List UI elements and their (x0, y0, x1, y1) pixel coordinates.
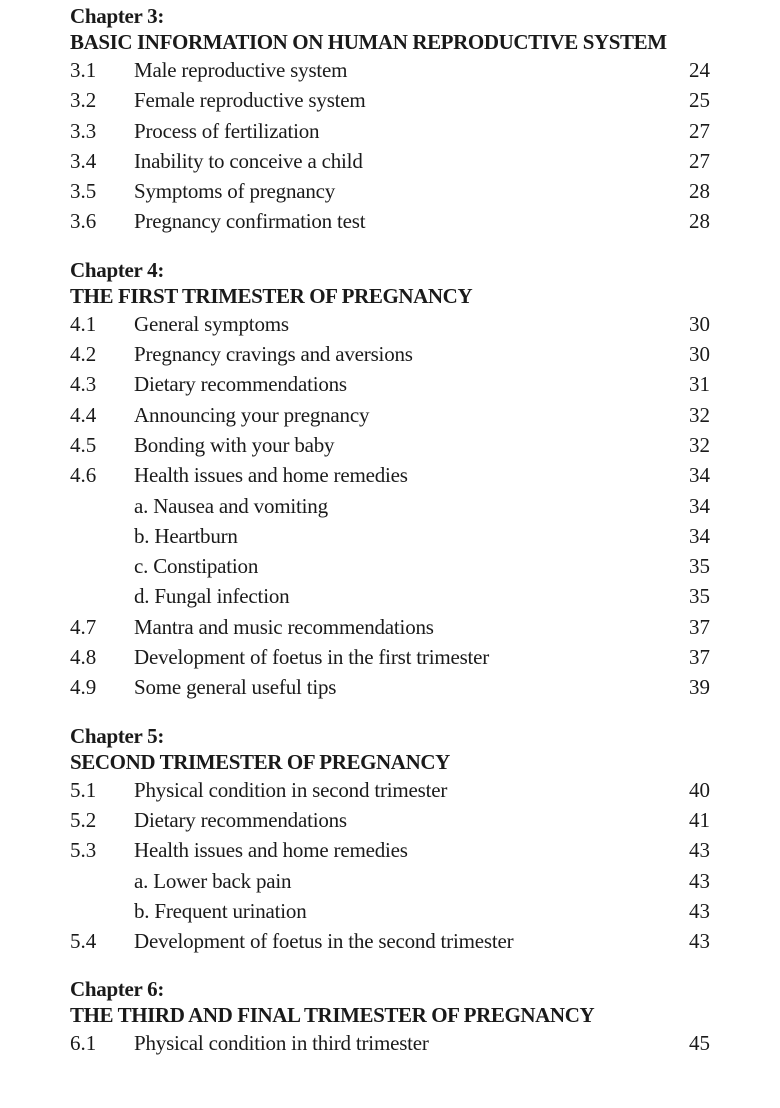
entry-title: Some general useful tips (134, 675, 337, 700)
chapter-label: Chapter 3: (70, 4, 165, 28)
chapter-title: THE THIRD AND FINAL TRIMESTER OF PREGNANCY (70, 1003, 595, 1028)
entry-page: 41 (689, 807, 710, 832)
entry-number: 3.5 (70, 179, 97, 204)
entry-number: 5.2 (70, 807, 97, 832)
entry-page: 43 (689, 868, 710, 893)
entry-number: 3.6 (70, 209, 97, 234)
entry-page: 24 (689, 58, 710, 82)
entry-title: Physical condition in third trimester (134, 1031, 429, 1056)
entry-title: c. Constipation (134, 554, 259, 579)
toc-entry (70, 805, 710, 835)
entry-number: 5.4 (70, 929, 97, 954)
entry-page: 34 (689, 493, 710, 518)
entry-number: 4.6 (70, 463, 97, 488)
toc-entry (70, 369, 710, 399)
toc-entry (70, 400, 710, 430)
entry-title: Physical condition in second trimester (134, 777, 448, 802)
entry-title: a. Lower back pain (134, 868, 292, 893)
entry-page: 30 (689, 311, 710, 336)
entry-page: 34 (689, 523, 710, 548)
entry-page: 45 (689, 1031, 710, 1056)
entry-title: Dietary recommendations (134, 807, 347, 832)
entry-number: 3.3 (70, 118, 97, 143)
toc-entry (70, 146, 710, 176)
entry-page: 35 (689, 584, 710, 609)
entry-number: 3.1 (70, 58, 97, 82)
toc-subentry (70, 491, 710, 521)
entry-page: 43 (689, 898, 710, 923)
entry-title: Dietary recommendations (134, 372, 347, 397)
chapter-6 (70, 977, 710, 1058)
entry-title: b. Heartburn (134, 523, 238, 548)
entry-number: 3.2 (70, 88, 97, 113)
entry-page: 43 (689, 929, 710, 954)
entry-number: 5.3 (70, 838, 97, 863)
entry-page: 32 (689, 402, 710, 427)
toc-entry (70, 116, 710, 146)
entry-page: 34 (689, 463, 710, 488)
chapter-label: Chapter 4: (70, 257, 165, 282)
toc-entry (70, 309, 710, 339)
entry-page: 30 (689, 342, 710, 367)
entry-title: b. Frequent urination (134, 898, 307, 923)
toc-entry (70, 642, 710, 672)
entry-number: 4.5 (70, 432, 97, 457)
entry-title: Female reproductive system (134, 88, 366, 113)
toc-entry (70, 55, 710, 85)
toc-entry (70, 835, 710, 865)
toc-entry (70, 612, 710, 642)
entry-page: 28 (689, 179, 710, 204)
toc-entry (70, 1028, 710, 1058)
entry-page: 35 (689, 554, 710, 579)
toc-subentry (70, 581, 710, 611)
entry-number: 4.2 (70, 342, 97, 367)
toc-entry (70, 775, 710, 805)
toc-entry (70, 460, 710, 490)
entry-page: 32 (689, 432, 710, 457)
toc-subentry (70, 896, 710, 926)
entry-title: General symptoms (134, 311, 289, 336)
chapter-4 (70, 258, 710, 703)
entry-page: 39 (689, 675, 710, 700)
entry-page: 31 (689, 372, 710, 397)
entry-title: Development of foetus in the second trimester (134, 929, 514, 954)
entry-number: 6.1 (70, 1031, 97, 1056)
chapter-3 (70, 4, 710, 237)
entry-title: Pregnancy cravings and aversions (134, 342, 413, 367)
entry-page: 27 (689, 118, 710, 143)
entry-title: a. Nausea and vomiting (134, 493, 328, 518)
entry-page: 40 (689, 777, 710, 802)
toc-entry (70, 176, 710, 206)
chapter-title: BASIC INFORMATION ON HUMAN REPRODUCTIVE SYSTEM (70, 30, 667, 54)
entry-number: 3.4 (70, 148, 97, 173)
entry-title: Health issues and home remedies (134, 463, 408, 488)
toc-subentry (70, 551, 710, 581)
table-of-contents (70, 4, 710, 1059)
toc-entry (70, 85, 710, 115)
entry-number: 4.7 (70, 614, 97, 639)
entry-number: 4.4 (70, 402, 97, 427)
chapter-label: Chapter 6: (70, 977, 165, 1002)
entry-title: Bonding with your baby (134, 432, 335, 457)
entry-title: Process of fertilization (134, 118, 320, 143)
chapter-title: THE FIRST TRIMESTER OF PREGNANCY (70, 283, 473, 308)
entry-title: d. Fungal infection (134, 584, 290, 609)
toc-subentry (70, 521, 710, 551)
toc-entry (70, 926, 710, 956)
toc-entry (70, 672, 710, 702)
entry-title: Male reproductive system (134, 58, 348, 82)
entry-page: 43 (689, 838, 710, 863)
entry-title: Pregnancy confirmation test (134, 209, 366, 234)
entry-page: 25 (689, 88, 710, 113)
entry-title: Health issues and home remedies (134, 838, 408, 863)
entry-number: 5.1 (70, 777, 97, 802)
chapter-label: Chapter 5: (70, 723, 165, 748)
toc-entry (70, 206, 710, 236)
toc-entry (70, 430, 710, 460)
toc-subentry (70, 866, 710, 896)
entry-page: 37 (689, 645, 710, 670)
entry-page: 27 (689, 148, 710, 173)
entry-number: 4.3 (70, 372, 97, 397)
entry-number: 4.9 (70, 675, 97, 700)
entry-title: Development of foetus in the first trimester (134, 645, 490, 670)
chapter-title: SECOND TRIMESTER OF PREGNANCY (70, 749, 450, 774)
entry-title: Mantra and music recommendations (134, 614, 434, 639)
entry-title: Inability to conceive a child (134, 148, 363, 173)
entry-number: 4.8 (70, 645, 97, 670)
entry-number: 4.1 (70, 311, 97, 336)
entry-page: 28 (689, 209, 710, 234)
entry-title: Symptoms of pregnancy (134, 179, 336, 204)
toc-entry (70, 339, 710, 369)
entry-page: 37 (689, 614, 710, 639)
chapter-5 (70, 724, 710, 957)
entry-title: Announcing your pregnancy (134, 402, 370, 427)
